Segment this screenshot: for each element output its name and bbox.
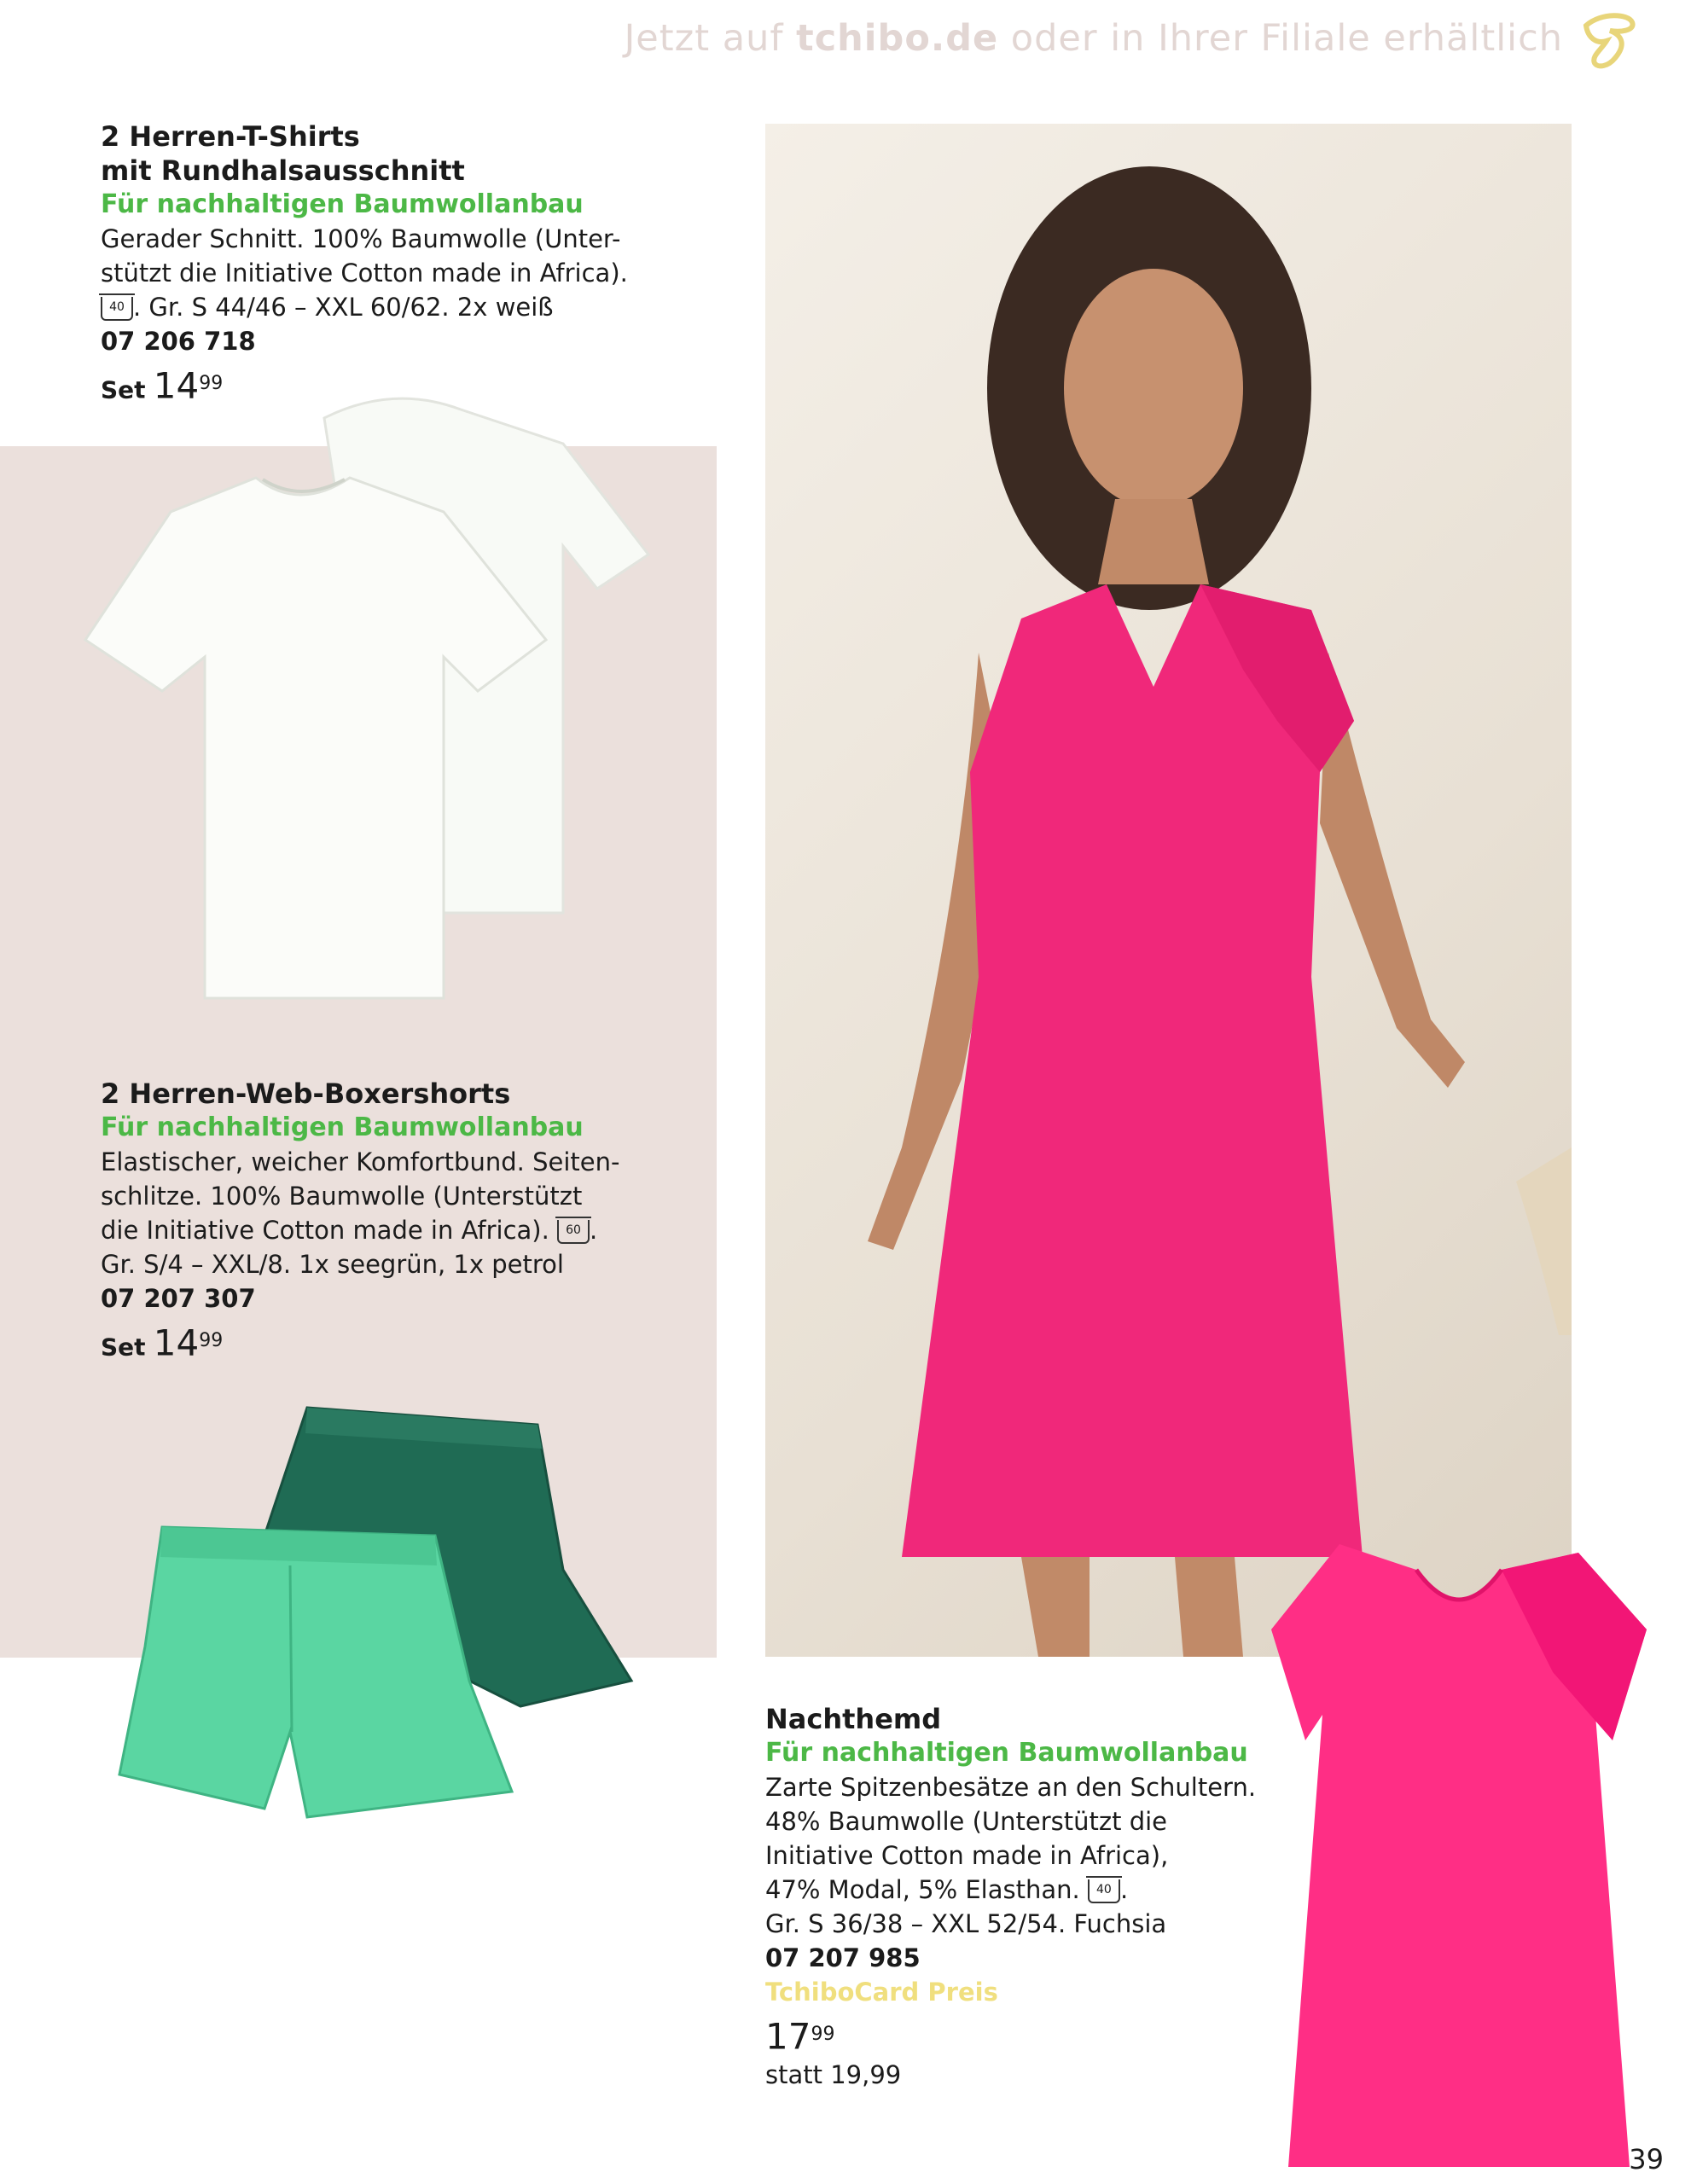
nightdress-desc-line1: Zarte Spitzenbesätze an den Schultern. — [765, 1773, 1257, 1802]
boxers-desc-line2: schlitze. 100% Baumwolle (Unterstützt — [101, 1182, 583, 1211]
boxers-desc-line3-row: die Initiative Cotton made in Africa). 60 . — [101, 1216, 598, 1245]
header-text-after: oder in Ihrer Filiale erhältlich — [998, 17, 1563, 60]
nightdress-article-no: 07 207 985 — [765, 1943, 921, 1972]
nightdress-price-cents: 99 — [811, 2024, 835, 2045]
header-text-before: Jetzt auf — [624, 17, 797, 60]
nightdress-desc-line3: Initiative Cotton made in Africa), — [765, 1841, 1169, 1870]
tshirts-info — [101, 119, 698, 408]
nightdress-model-photo — [765, 124, 1572, 1657]
tshirts-article-no: 07 206 718 — [101, 327, 256, 356]
tchibo-logo-icon — [1576, 7, 1644, 75]
wash-40-icon: 40 — [1088, 1879, 1120, 1903]
nightdress-info — [765, 1702, 1294, 2092]
boxers-price — [101, 1321, 698, 1365]
boxers-title: 2 Herren-Web-Boxershorts — [101, 1077, 511, 1110]
tshirts-price-cents: 99 — [199, 373, 224, 394]
tshirts-image — [68, 384, 665, 1007]
nightdress-title: Nachthemd — [765, 1703, 942, 1735]
boxers-price-cents: 99 — [199, 1330, 224, 1351]
tchibocard-label: TchiboCard Preis — [765, 1978, 998, 2007]
page-number: 39 — [1629, 2143, 1664, 2175]
boxers-price-main: 14 — [153, 1321, 200, 1364]
nightdress-desc-line4: 47% Modal, 5% Elasthan. — [765, 1875, 1080, 1904]
tshirts-title-line1: 2 Herren-T-Shirts — [101, 120, 360, 153]
tshirts-desc-line3: . Gr. S 44/46 – XXL 60/62. 2x weiß — [133, 293, 554, 322]
nightdress-price — [765, 2015, 1294, 2058]
nightdress-desc-line4-row: 47% Modal, 5% Elasthan. 40 . — [765, 1875, 1129, 1904]
nightdress-price-main: 17 — [765, 2015, 811, 2058]
tshirts-desc-line3-row — [101, 290, 698, 324]
boxers-desc-line3: die Initiative Cotton made in Africa). — [101, 1216, 549, 1245]
boxers-price-prefix: Set — [101, 1333, 146, 1362]
boxers-image — [111, 1399, 648, 1826]
boxers-tagline: Für nachhaltigen Baumwollanbau — [101, 1112, 584, 1142]
tshirts-title-line2: mit Rundhalsausschnitt — [101, 154, 465, 187]
nightdress-product-image — [1271, 1536, 1647, 2175]
boxers-info — [101, 1077, 698, 1365]
tshirts-price-main: 14 — [153, 364, 200, 407]
nightdress-old-price: statt 19,99 — [765, 2059, 902, 2089]
tshirts-price-prefix: Set — [101, 375, 146, 404]
tshirts-tagline: Für nachhaltigen Baumwollanbau — [101, 189, 584, 219]
header-text — [625, 17, 1563, 60]
nightdress-tagline: Für nachhaltigen Baumwollanbau — [765, 1738, 1248, 1768]
tshirts-desc-line2: stützt die Initiative Cotton made in Africa). — [101, 258, 628, 288]
wash-60-icon: 60 — [557, 1220, 590, 1244]
header-brand-link[interactable]: tchibo.de — [796, 17, 999, 60]
boxers-article-no: 07 207 307 — [101, 1284, 256, 1313]
nightdress-desc-line2: 48% Baumwolle (Unterstützt die — [765, 1807, 1168, 1836]
wash-40-icon: 40 — [101, 297, 133, 321]
nightdress-desc-line5: Gr. S 36/38 – XXL 52/54. Fuchsia — [765, 1909, 1167, 1938]
boxers-desc-line4: Gr. S/4 – XXL/8. 1x seegrün, 1x petrol — [101, 1250, 564, 1279]
tshirts-desc-line1: Gerader Schnitt. 100% Baumwolle (Unter- — [101, 224, 621, 253]
boxers-desc-line1: Elastischer, weicher Komfortbund. Seiten- — [101, 1147, 620, 1176]
